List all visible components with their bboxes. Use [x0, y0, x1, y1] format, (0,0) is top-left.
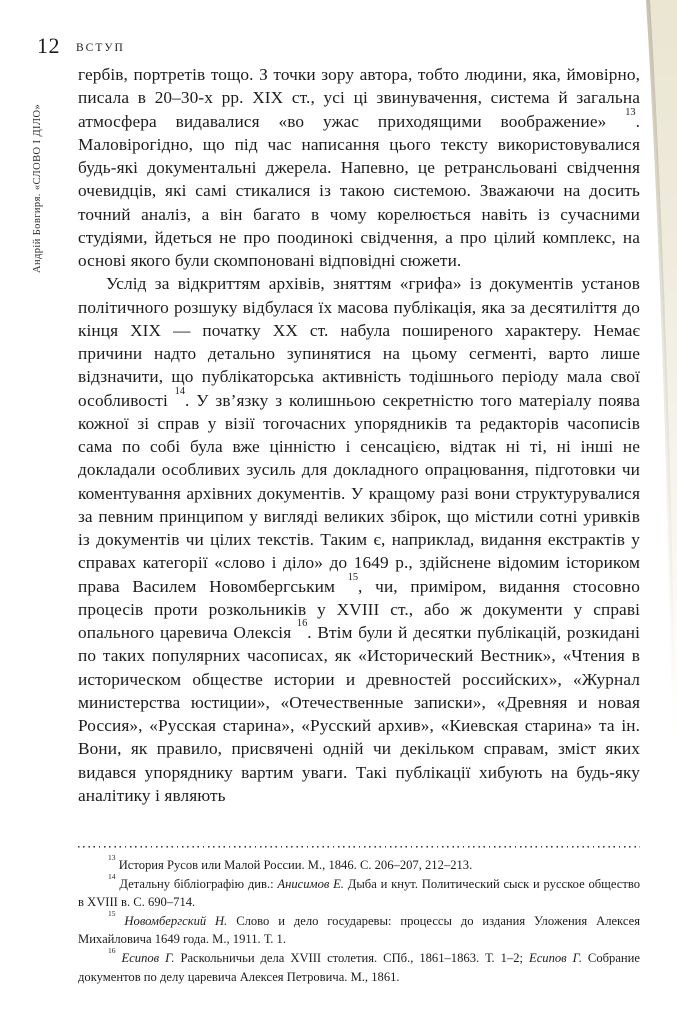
footnote-author: Есипов Г. [529, 950, 582, 965]
footnote-13 [78, 853, 640, 875]
footnote-number: 14 [108, 871, 116, 881]
footnote-14 [78, 871, 641, 912]
footnote-text: Дыба и кнут. Политический сыск и русское общество в XVIII в. С. 690–714. [78, 876, 641, 910]
footnote-marker-15: 15 [347, 571, 359, 583]
footnote-text: Собрание документов по делу царевича Алексея Петровича. М., 1861. [78, 950, 640, 984]
footnote-separator [78, 845, 640, 848]
body-text [78, 63, 640, 807]
footnote-text: Раскольничьи дела XVIII столетия. СПб., 1861–1863. Т. 1–2; [174, 950, 529, 965]
footnote-15 [78, 908, 640, 949]
footnote-marker-16: 16 [296, 618, 308, 630]
footnote-author: Анисимов Е. [277, 876, 344, 891]
paragraph-2 [78, 272, 640, 807]
page-edge-shadow [643, 0, 677, 740]
footnote-author: Новомбергский Н. [115, 913, 228, 928]
footnote-number: 16 [108, 946, 116, 956]
paragraph-text: , чи, приміром, видання стосовно процесів проти розкольників у XVIII ст., або ж документи у справі опального царевича Олексія [78, 576, 641, 642]
paragraph-text: . Втім були й десятки публікацій, розкидані по таких популярних часописах, як «Исторический Вестник», «Чтения в историческом обществе истории и древностей российских», «Журнал министерства юстиции», «Отечественные записки», «Древняя и новая Россия», «Русская старина», «Русский архив», «Киевская старина» та ін. Вони, як правило, присвячені одній чи декільком справам, зміст яких видався упоряднику вартим уваги. Такі публікації хибують на будь-яку аналітику і являють [78, 623, 640, 805]
footnote-text: Слово и дело государевы: процессы до издания Уложения Алексея Михайловича 1649 года. М., 1911. Т. 1. [78, 913, 640, 947]
paragraph-text: Услід за відкриттям архівів, зняттям «грифа» із документів установ політичного розшуку відбулася їх масова публікація, яка за десятиліття до кінця XIX — початку XX ст. набула поширеного характеру. Немає причини надто детально зупинятися на цьому сегменті, варто лише відзначити, що публікаторська активність тодішнього періоду мала свої особливості [78, 274, 640, 410]
paragraph-text: гербів, портретів тощо. З точки зору автора, тобто людини, яка, ймовірно, писала в 20–30-х рр. XIX ст., усі ці звинувачення, система й загальна атмосфера видавалися «во ужас приходящими воображение» [78, 65, 640, 131]
paragraph-text: . У зв’язку з колишньою секретністю того матеріалу поява кожної зі справ у візії тогочасних упорядників та редакторів часописів сама по собі була вже цінністю і сенсацією, відтак ні ті, ні інші не докладали особливих зусиль для докладного опрацювання, підготовки чи коментування архівних документів. У кращому разі вони структурувалися за певним принципом у вигляді великих збірок, що містили сотні уривків із документів чи цілих текстів. Таким є, наприклад, видання екстрактів у справах категорії «слово і діло» до 1649 р., здійснене відомим істориком права Василем Новомбергським [78, 390, 640, 596]
footnote-number: 13 [108, 853, 116, 863]
footnote-number: 15 [108, 908, 116, 918]
footnote-16 [78, 946, 640, 986]
footnote-area [78, 845, 640, 986]
paragraph-1 [78, 63, 640, 272]
margin-side-label: Андрій Бовгиря. «СЛОВО І ДІЛО» [32, 103, 43, 273]
footnote-author: Есипов Г. [115, 950, 175, 965]
page-number: 12 [37, 33, 60, 58]
footnote-text: История Русов или Малой России. М., 1846. С. 206–207, 212–213. [115, 858, 473, 872]
footnote-marker-14: 14 [174, 385, 186, 397]
paragraph-text: . Маловірогідно, що під час написання цього тексту використовувалися будь-які документальні джерела. Напевно, це ретрансльовані свідчення очевидців, які самі стикалися із такою системою. Зважаючи на досить точний аналіз, а він багато в чому корелюється навіть із сучасними студіями, йдеться не про поодинокі свідчення, а про цілий комплекс, на основі якого були скомпоновані відповідні сюжети. [78, 111, 640, 270]
footnote-text: Детальну бібліографію див.: [115, 876, 278, 891]
running-head: ВСТУП [76, 42, 125, 54]
footnote-marker-13: 13 [625, 106, 636, 118]
